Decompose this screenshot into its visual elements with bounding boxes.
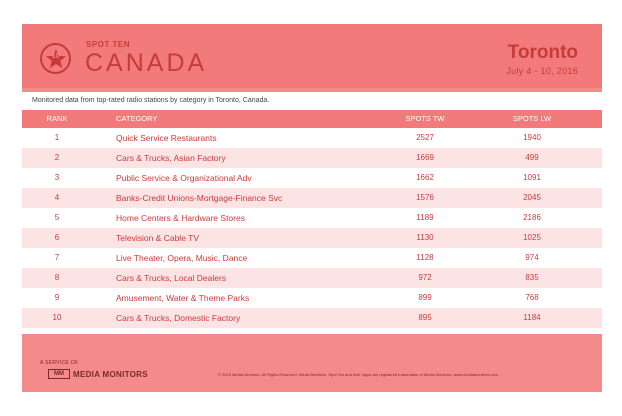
category-cell: Home Centers & Hardware Stores <box>116 213 245 223</box>
table-row <box>22 188 602 208</box>
spots-tw-cell: 895 <box>418 313 432 322</box>
spots-lw-cell: 974 <box>525 253 539 262</box>
spots-tw-cell: 899 <box>418 293 432 302</box>
logo-number: 10 <box>51 53 60 60</box>
table-row <box>22 288 602 308</box>
spots-tw-cell: 1128 <box>416 253 434 262</box>
report-card <box>22 24 602 392</box>
table-row <box>22 208 602 228</box>
spots-tw-cell: 1669 <box>416 153 434 162</box>
table-header <box>22 110 602 128</box>
service-label: A SERVICE OF <box>40 360 79 366</box>
spots-lw-cell: 835 <box>525 273 539 282</box>
category-cell: Television & Cable TV <box>116 233 199 243</box>
rank-cell: 4 <box>54 193 60 202</box>
spot-ten-logo <box>40 43 71 74</box>
col-category: CATEGORY <box>116 114 158 123</box>
rank-cell: 5 <box>54 213 60 222</box>
rank-cell: 6 <box>54 233 60 242</box>
spots-lw-cell: 1025 <box>523 233 541 242</box>
spots-lw-cell: 1091 <box>523 173 541 182</box>
table-row <box>22 128 602 148</box>
header <box>22 24 602 88</box>
category-cell: Live Theater, Opera, Music, Dance <box>116 253 248 263</box>
table-row <box>22 268 602 288</box>
spots-tw-cell: 972 <box>418 273 432 282</box>
rank-cell: 2 <box>54 153 60 162</box>
table-row <box>22 248 602 268</box>
col-spots-tw: SPOTS TW <box>405 114 445 123</box>
category-cell: Public Service & Organizational Adv <box>116 173 252 183</box>
copyright-text: © 2016 Media Monitors. All Rights Reserved. Media Monitors, Spot Ten and their logos are registered trademarks of Media Monitors. www.mediamonitors.com <box>218 372 498 377</box>
spots-lw-cell: 2045 <box>523 193 541 202</box>
table-row <box>22 228 602 248</box>
mm-logo-icon <box>48 369 70 379</box>
subtitle: Monitored data from top-rated radio stations by category in Toronto, Canada. <box>22 92 602 110</box>
date-range: July 4 - 10, 2016 <box>506 66 578 76</box>
brand-canada: CANADA <box>85 49 208 77</box>
table-row <box>22 168 602 188</box>
spots-lw-cell: 2186 <box>523 213 541 222</box>
city-title: Toronto <box>507 42 578 63</box>
spots-lw-cell: 768 <box>525 293 539 302</box>
spots-tw-cell: 1130 <box>416 233 434 242</box>
rank-cell: 9 <box>54 293 60 302</box>
spots-tw-cell: 1662 <box>416 173 434 182</box>
spots-tw-cell: 1576 <box>416 193 434 202</box>
rank-cell: 3 <box>54 173 60 182</box>
table-row <box>22 148 602 168</box>
spots-lw-cell: 499 <box>525 153 539 162</box>
mm-logo-text: MM <box>54 371 64 377</box>
col-spots-lw: SPOTS LW <box>512 114 552 123</box>
table-body <box>22 128 602 334</box>
category-cell: Banks-Credit Unions-Mortgage-Finance Svc <box>116 193 283 203</box>
spots-tw-cell: 1189 <box>416 213 434 222</box>
table-row <box>22 308 602 328</box>
rank-cell: 10 <box>52 313 62 322</box>
company-name: MEDIA MONITORS <box>73 369 148 379</box>
rank-cell: 1 <box>54 133 60 142</box>
col-rank: RANK <box>46 114 68 123</box>
category-cell: Quick Service Restaurants <box>116 133 217 143</box>
media-monitors-logo <box>48 368 148 380</box>
category-cell: Cars & Trucks, Asian Factory <box>116 153 226 163</box>
rank-cell: 7 <box>54 253 60 262</box>
category-cell: Cars & Trucks, Local Dealers <box>116 273 227 283</box>
spots-lw-cell: 1184 <box>523 313 541 322</box>
spots-lw-cell: 1940 <box>523 133 541 142</box>
spots-tw-cell: 2527 <box>416 133 434 142</box>
brand-spot-ten: SPOT TEN <box>86 40 131 49</box>
category-cell: Cars & Trucks, Domestic Factory <box>116 313 241 323</box>
category-cell: Amusement, Water & Theme Parks <box>116 293 250 303</box>
rank-cell: 8 <box>54 273 60 282</box>
